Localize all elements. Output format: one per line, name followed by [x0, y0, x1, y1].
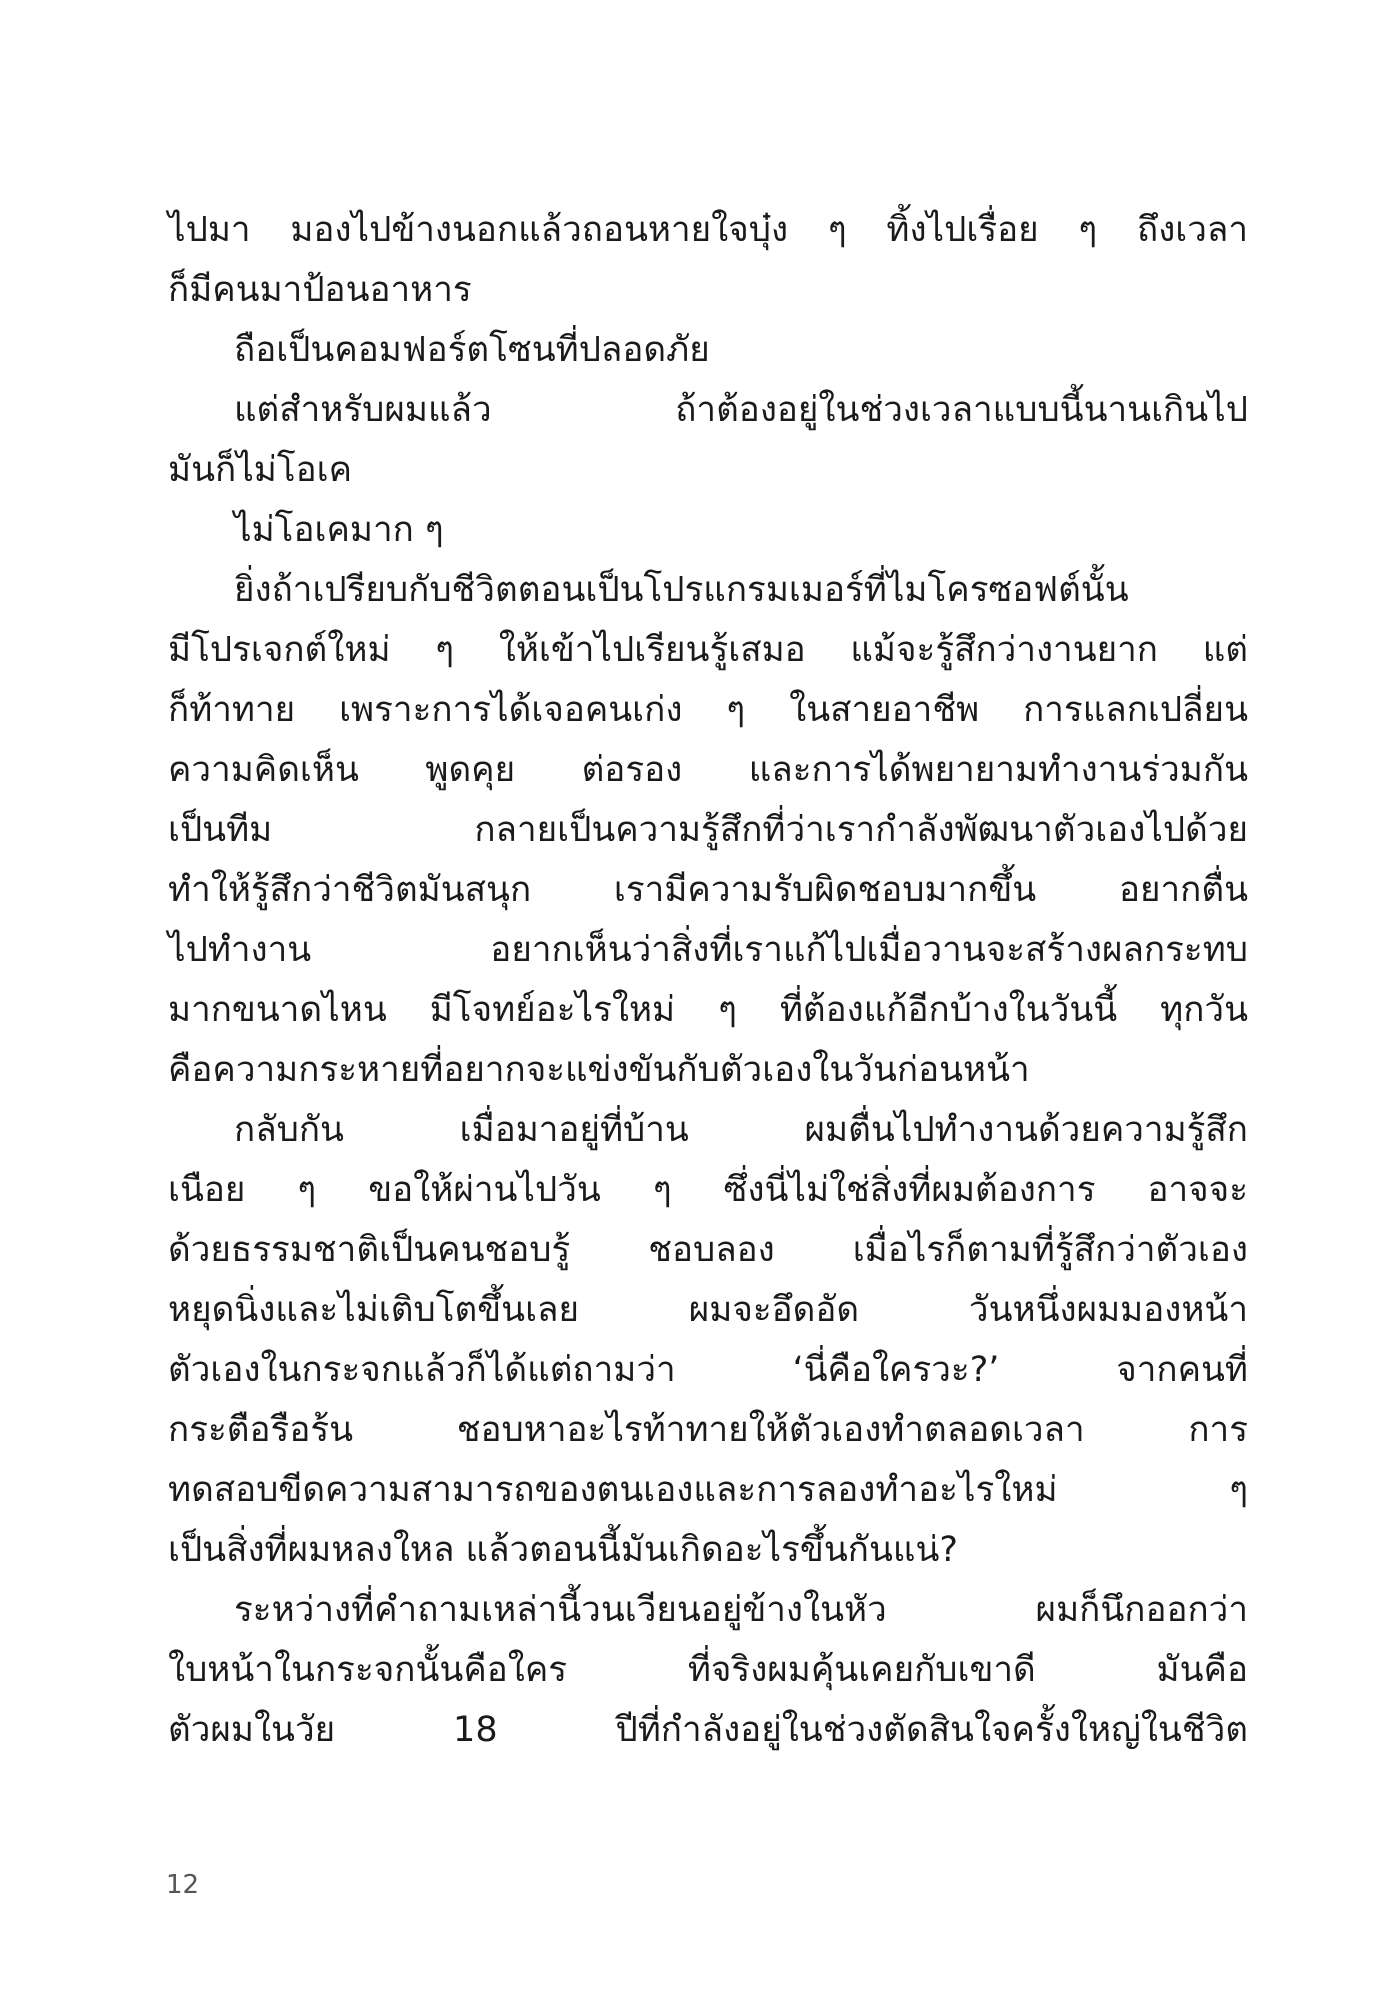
text-line: ระหว่างที่คำถามเหล่านี้วนเวียนอยู่ข้างในหัว ผมก็นึกออกว่า	[234, 1590, 1248, 1630]
text-line: คือความกระหายที่อยากจะแข่งขันกับตัวเองในวันก่อนหน้า	[168, 1050, 1030, 1090]
text-line: ทดสอบขีดความสามารถของตนเองและการลองทำอะไรใหม่ ๆ	[168, 1470, 1248, 1510]
text-line: แต่สำหรับผมแล้ว ถ้าต้องอยู่ในช่วงเวลาแบบนี้นานเกินไป	[234, 390, 1248, 430]
text-line: ไม่โอเคมาก ๆ	[234, 510, 444, 550]
text-line: ยิ่งถ้าเปรียบกับชีวิตตอนเป็นโปรแกรมเมอร์ที่ไมโครซอฟต์นั้น	[234, 570, 1129, 610]
text-line: ตัวผมในวัย 18 ปีที่กำลังอยู่ในช่วงตัดสินใจครั้งใหญ่ในชีวิต	[168, 1710, 1248, 1750]
text-line: ไปมา มองไปข้างนอกแล้วถอนหายใจบุ๋ง ๆ ทิ้งไปเรื่อย ๆ ถึงเวลา	[168, 210, 1248, 250]
text-line: ก็ท้าทาย เพราะการได้เจอคนเก่ง ๆ ในสายอาชีพ การแลกเปลี่ยน	[168, 690, 1248, 730]
text-line: ความคิดเห็น พูดคุย ต่อรอง และการได้พยายามทำงานร่วมกัน	[168, 750, 1248, 790]
text-line: มีโปรเจกต์ใหม่ ๆ ให้เข้าไปเรียนรู้เสมอ แม้จะรู้สึกว่างานยาก แต่	[168, 630, 1248, 670]
text-line: กระตือรือร้น ชอบหาอะไรท้าทายให้ตัวเองทำตลอดเวลา การ	[168, 1410, 1248, 1450]
text-line: หยุดนิ่งและไม่เติบโตขึ้นเลย ผมจะอึดอัด วันหนึ่งผมมองหน้า	[168, 1290, 1248, 1330]
body-text	[168, 200, 1248, 1760]
text-line: มันก็ไม่โอเค	[168, 450, 353, 490]
text-line: ตัวเองในกระจกแล้วก็ได้แต่ถามว่า ‘นี่คือใครวะ?’ จากคนที่	[168, 1350, 1248, 1390]
text-line: ทำให้รู้สึกว่าชีวิตมันสนุก เรามีความรับผิดชอบมากขึ้น อยากตื่น	[168, 870, 1248, 910]
text-line: กลับกัน เมื่อมาอยู่ที่บ้าน ผมตื่นไปทำงานด้วยความรู้สึก	[234, 1110, 1248, 1150]
page-number: 12	[166, 1870, 200, 1900]
text-line: ก็มีคนมาป้อนอาหาร	[168, 270, 472, 310]
text-line: ใบหน้าในกระจกนั้นคือใคร ที่จริงผมคุ้นเคยกับเขาดี มันคือ	[168, 1650, 1248, 1690]
text-line: เป็นทีม กลายเป็นความรู้สึกที่ว่าเรากำลังพัฒนาตัวเองไปด้วย	[168, 810, 1248, 850]
text-line: มากขนาดไหน มีโจทย์อะไรใหม่ ๆ ที่ต้องแก้อีกบ้างในวันนี้ ทุกวัน	[168, 990, 1248, 1030]
text-line: เนือย ๆ ขอให้ผ่านไปวัน ๆ ซึ่งนี่ไม่ใช่สิ่งที่ผมต้องการ อาจจะ	[168, 1170, 1248, 1210]
text-line: เป็นสิ่งที่ผมหลงใหล แล้วตอนนี้มันเกิดอะไรขึ้นกันแน่?	[168, 1530, 958, 1570]
text-line: ไปทำงาน อยากเห็นว่าสิ่งที่เราแก้ไปเมื่อวานจะสร้างผลกระทบ	[168, 930, 1248, 970]
text-line: ด้วยธรรมชาติเป็นคนชอบรู้ ชอบลอง เมื่อไรก็ตามที่รู้สึกว่าตัวเอง	[168, 1230, 1248, 1270]
text-line: ถือเป็นคอมฟอร์ตโซนที่ปลอดภัย	[234, 330, 710, 370]
